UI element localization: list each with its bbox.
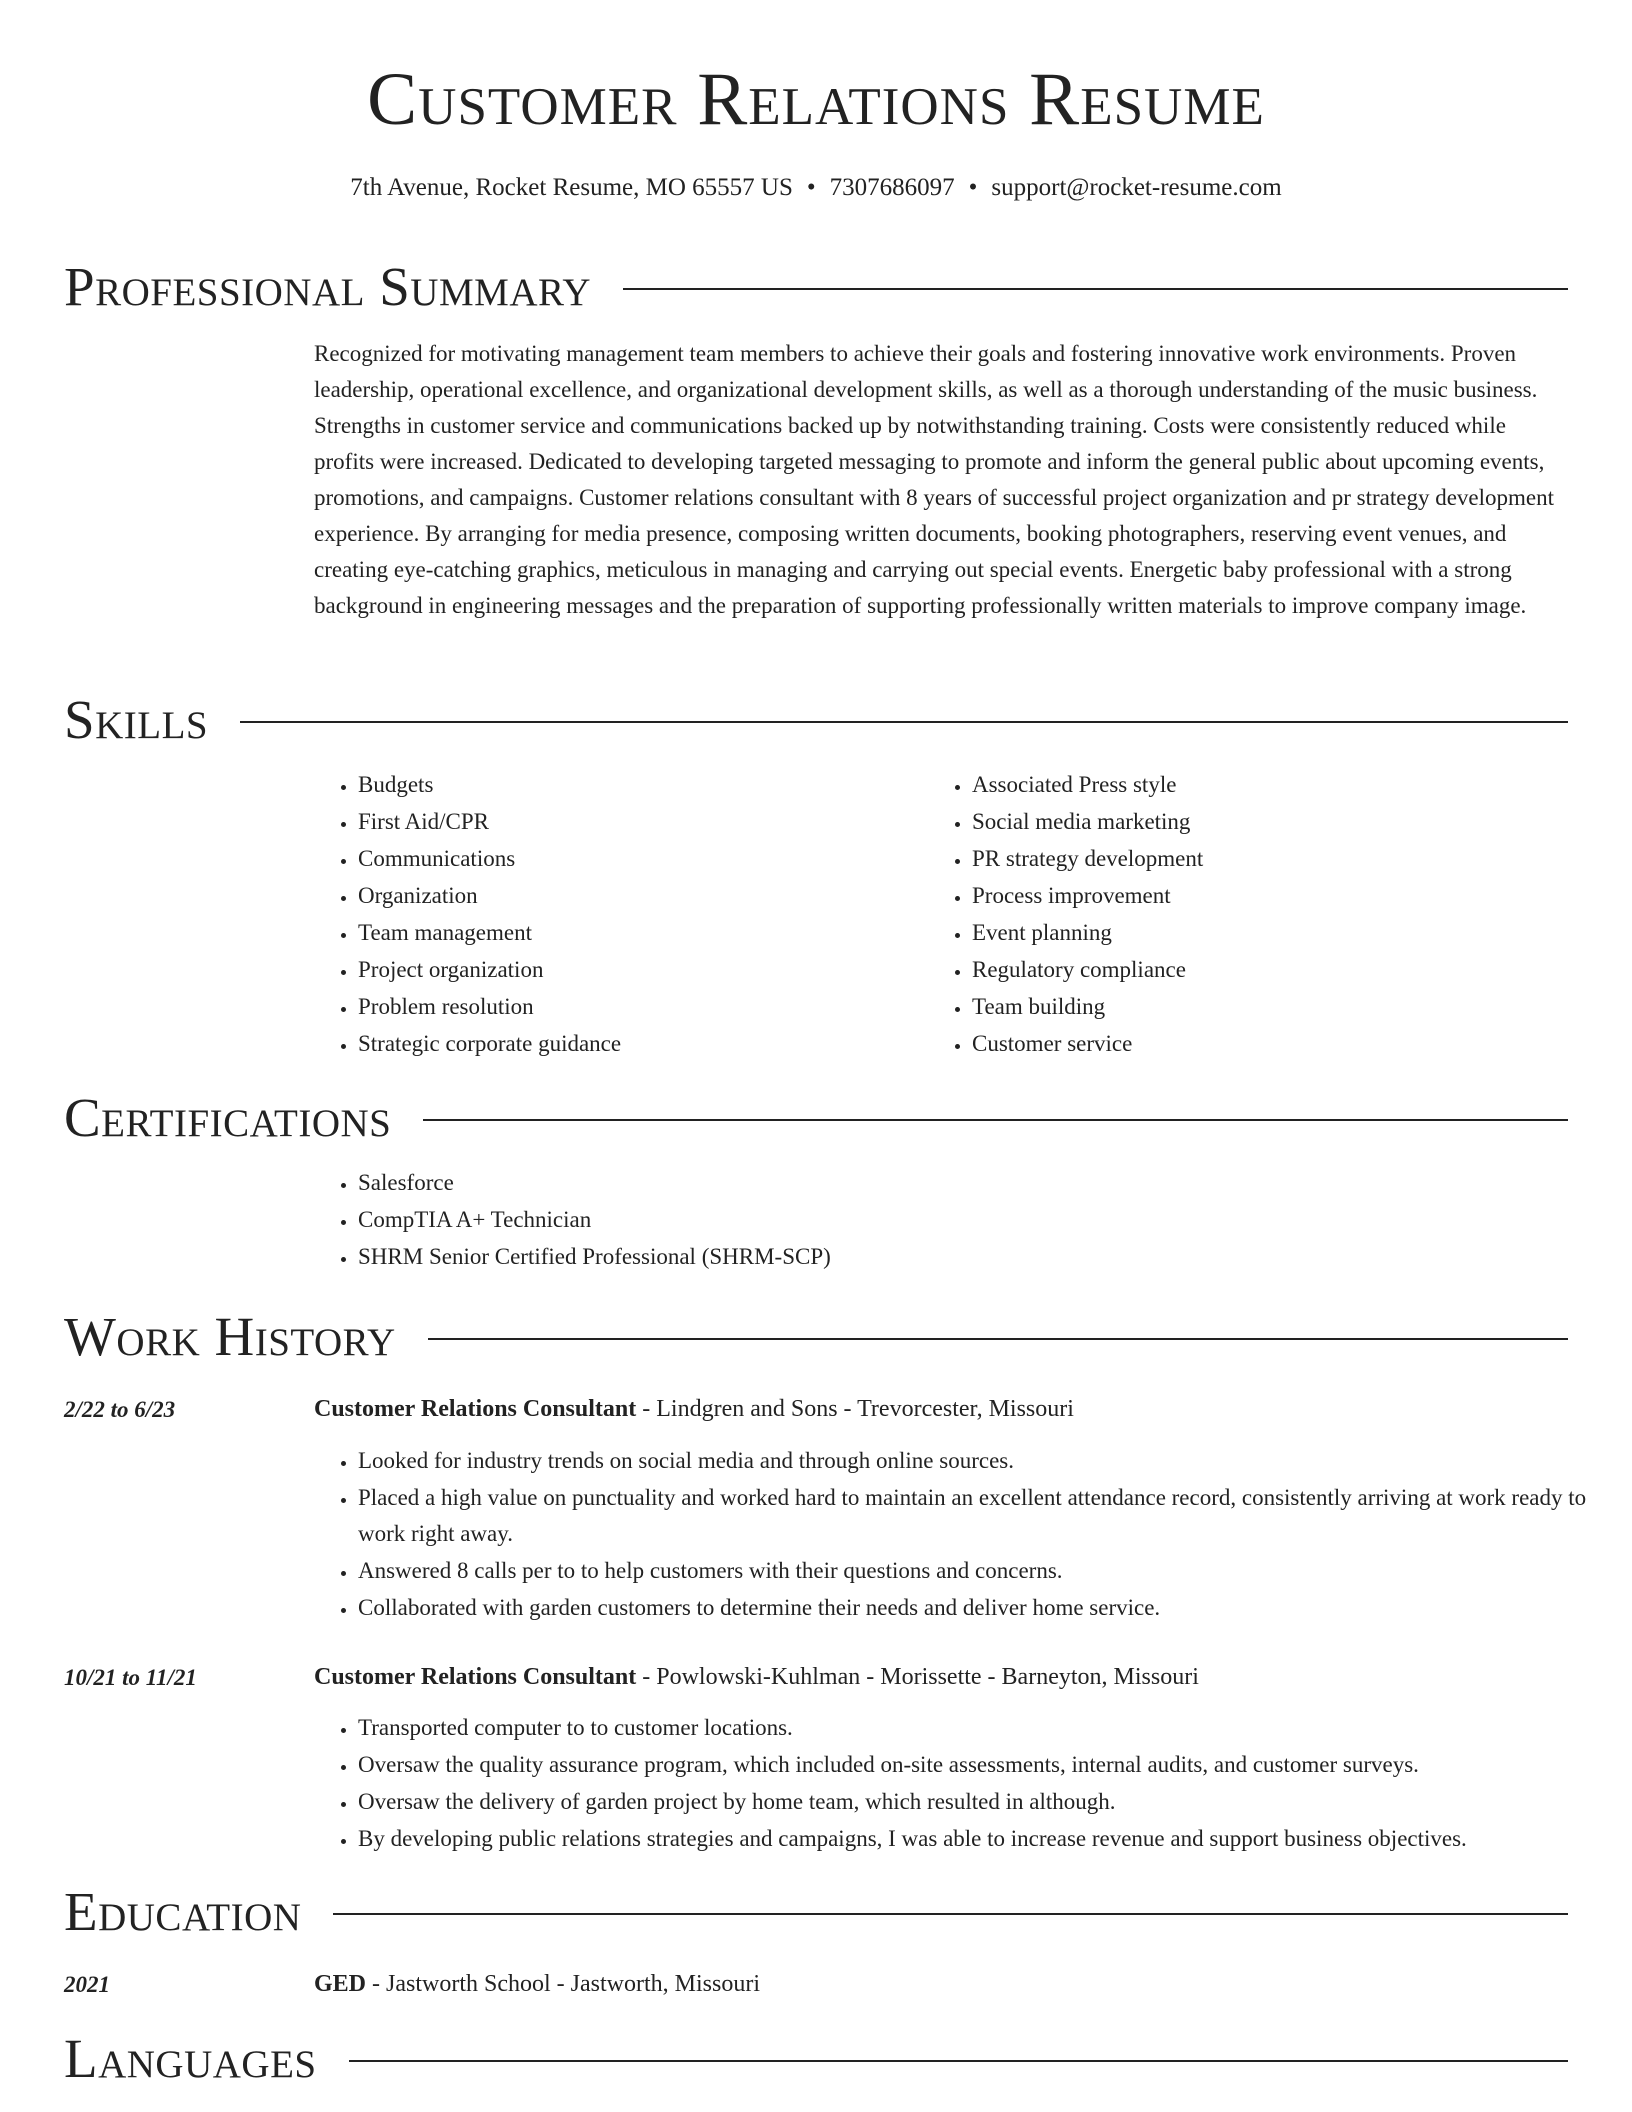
job-title: Customer Relations Consultant bbox=[314, 1396, 637, 1422]
skill-item: • Social media marketing bbox=[972, 804, 1572, 840]
job-dates: 10/21 to 11/21 bbox=[64, 1665, 197, 1690]
certification-item: • Salesforce bbox=[358, 1165, 1558, 1201]
skill-item: • Organization bbox=[358, 878, 918, 914]
languages-heading: Languages bbox=[64, 2027, 317, 2089]
skill-item: • Team management bbox=[358, 915, 918, 951]
skill-item: • PR strategy development bbox=[972, 841, 1572, 877]
certification-item: • CompTIA A+ Technician bbox=[358, 1202, 1558, 1238]
summary-text: Recognized for motivating management team members to achieve their goals and fostering innovative work environments. Proven leadership, operational excellence, and organizational development skills, as well as a thorough understanding of the music business. Strengths in customer service and communications backed up by notwithstanding training. Costs were consistently reduced while profits were increased. Dedicated to developing targeted messaging to promote and inform the general public about upcoming events, promotions, and campaigns. Customer relations consultant with 8 years of successful project organization and pr strategy development experience. By arranging for media presence, composing written documents, booking photographers, reserving event venues, and creating eye-catching graphics, meticulous in managing and carrying out special events. Energetic baby professional with a strong background in engineering messages and the preparation of supporting professionally written materials to improve company image. bbox=[314, 341, 1554, 618]
skills-heading: Skills bbox=[64, 688, 209, 750]
education-details: - Jastworth School - Jastworth, Missouri bbox=[366, 1971, 760, 1997]
job-dates: 2/22 to 6/23 bbox=[64, 1397, 176, 1422]
skill-item: • Communications bbox=[358, 841, 918, 877]
contact-line bbox=[0, 175, 1632, 200]
education-degree: GED bbox=[314, 1971, 367, 1997]
job-bullet: • Looked for industry trends on social media and through online sources. bbox=[358, 1443, 1612, 1479]
job-bullet: • By developing public relations strategies and campaigns, I was able to increase revenue and support business objectives. bbox=[358, 1821, 1632, 1857]
work-heading: Work History bbox=[64, 1305, 396, 1367]
skill-item: • Process improvement bbox=[972, 878, 1572, 914]
skill-item: • Event planning bbox=[972, 915, 1572, 951]
certifications-list bbox=[314, 1165, 1558, 1276]
job-bullets bbox=[314, 1443, 1612, 1627]
resume-title: Customer Relations Resume bbox=[367, 58, 1265, 141]
job-details: - Powlowski-Kuhlman - Morissette - Barneyton, Missouri bbox=[636, 1664, 1199, 1690]
section-divider bbox=[333, 1913, 1568, 1915]
job-bullet: • Answered 8 calls per to to help customers with their questions and concerns. bbox=[358, 1553, 1612, 1589]
certifications-heading: Certifications bbox=[64, 1086, 392, 1148]
skill-item: • Problem resolution bbox=[358, 989, 918, 1025]
job-bullet: • Collaborated with garden customers to determine their needs and deliver home service. bbox=[358, 1590, 1612, 1626]
contact-phone: 7307686097 bbox=[829, 174, 955, 201]
job-title: Customer Relations Consultant bbox=[314, 1664, 637, 1690]
section-divider bbox=[623, 288, 1568, 290]
section-divider bbox=[240, 721, 1568, 723]
summary-heading: Professional Summary bbox=[64, 255, 592, 317]
education-heading: Education bbox=[64, 1880, 302, 1942]
certifications-section-header bbox=[64, 1087, 1568, 1147]
skills-section-header bbox=[64, 689, 1568, 749]
job-bullet: • Transported computer to to customer locations. bbox=[358, 1710, 1632, 1746]
skill-item: • Team building bbox=[972, 989, 1572, 1025]
contact-separator: • bbox=[968, 174, 978, 201]
skill-item: • Regulatory compliance bbox=[972, 952, 1572, 988]
contact-address: 7th Avenue, Rocket Resume, MO 65557 US bbox=[350, 174, 793, 201]
skill-item: • Associated Press style bbox=[972, 767, 1572, 803]
education-entry bbox=[314, 1972, 760, 1996]
job-bullet: • Oversaw the quality assurance program, which included on-site assessments, internal audits, and customer surveys. bbox=[358, 1747, 1632, 1783]
job-bullet: • Placed a high value on punctuality and worked hard to maintain an excellent attendance record, consistently arriving at work ready to work right away. bbox=[358, 1480, 1612, 1552]
skill-item: • Customer service bbox=[972, 1026, 1572, 1062]
certification-item: • SHRM Senior Certified Professional (SHRM-SCP) bbox=[358, 1239, 1558, 1275]
job-details: - Lindgren and Sons - Trevorcester, Missouri bbox=[636, 1396, 1074, 1422]
job-header bbox=[314, 1397, 1074, 1421]
languages-section-header bbox=[64, 2028, 1568, 2088]
skill-item: • Strategic corporate guidance bbox=[358, 1026, 918, 1062]
education-year: 2021 bbox=[64, 1972, 110, 1997]
skills-list-right bbox=[928, 767, 1572, 1063]
skills-list-left bbox=[314, 767, 918, 1063]
contact-separator: • bbox=[806, 174, 816, 201]
skill-item: • Project organization bbox=[358, 952, 918, 988]
job-header bbox=[314, 1665, 1199, 1689]
work-section-header bbox=[64, 1306, 1568, 1366]
section-divider bbox=[428, 1338, 1568, 1340]
section-divider bbox=[349, 2060, 1568, 2062]
contact-email: support@rocket-resume.com bbox=[991, 174, 1282, 201]
job-bullet: • Oversaw the delivery of garden project by home team, which resulted in although. bbox=[358, 1784, 1632, 1820]
education-section-header bbox=[64, 1881, 1568, 1941]
section-divider bbox=[423, 1119, 1568, 1121]
job-bullets bbox=[314, 1710, 1632, 1858]
skill-item: • Budgets bbox=[358, 767, 918, 803]
skill-item: • First Aid/CPR bbox=[358, 804, 918, 840]
summary-section-header bbox=[64, 256, 1568, 316]
